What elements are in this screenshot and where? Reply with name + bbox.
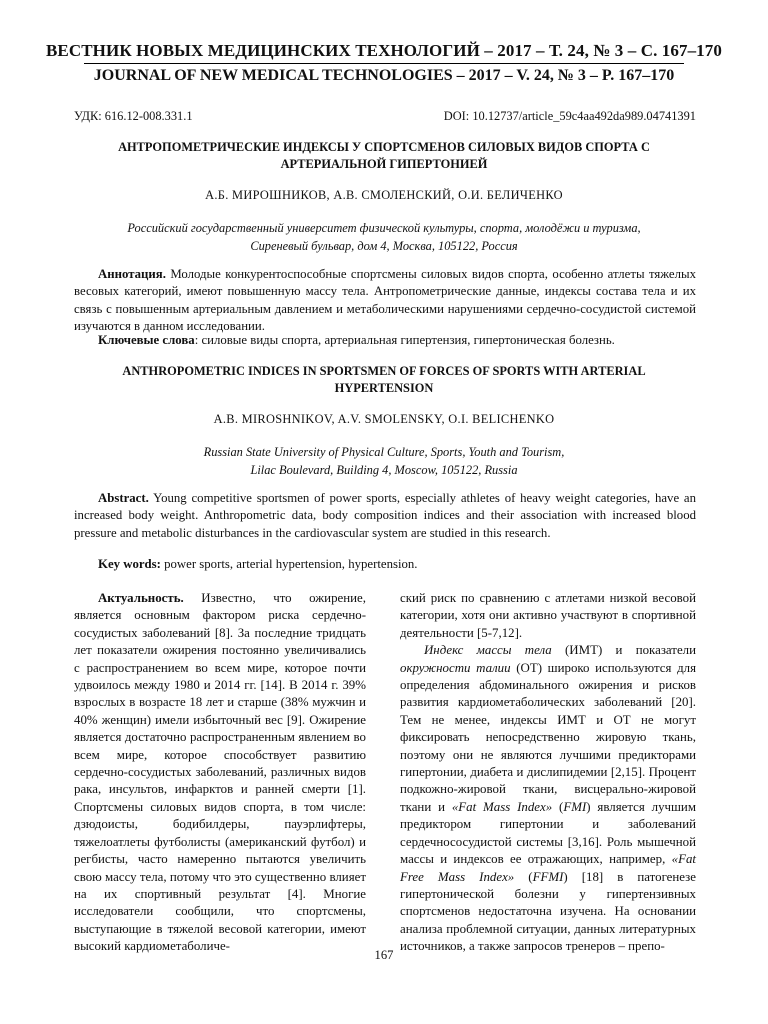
keywords-ru — [98, 333, 615, 348]
keywords-en — [98, 557, 418, 572]
header-divider — [84, 63, 684, 64]
journal-header-en: JOURNAL OF NEW MEDICAL TECHNOLOGIES – 2017 – V. 24, № 3 – P. 167–170 — [93, 67, 675, 84]
title-ru-line-1: АНТРОПОМЕТРИЧЕСКИЕ ИНДЕКСЫ У СПОРТСМЕНОВ СИЛОВЫХ ВИДОВ СПОРТА С — [118, 140, 650, 154]
authors-en: A.B. MIROSHNIKOV, A.V. SMOLENSKY, O.I. BELICHENKO — [213, 412, 555, 426]
title-en — [74, 363, 694, 397]
indices-text-c: ( — [552, 799, 564, 814]
term-fat-free-mass-index: «Fat Free Mass Index» — [400, 852, 696, 884]
abstract-ru-label: Аннотация. — [98, 267, 166, 281]
affiliation-ru — [74, 219, 694, 255]
title-ru — [74, 139, 694, 173]
title-en-line-2: HYPERTENSION — [334, 381, 434, 395]
abstract-en — [74, 490, 696, 542]
abstract-ru — [74, 266, 696, 336]
affiliation-en-line-2: Lilac Boulevard, Building 4, Moscow, 105122, Russia — [250, 463, 518, 477]
indices-text-d: ) является лучшим предиктором гипертонии и заболеваний сердечнососудистой системы [3,16]. Роль мышечной массы и индексов ее отражающих, например, — [400, 799, 696, 867]
paragraph-continuation: ский риск по сравнению с атлетами низкой весовой категории, хотя они активно участвуют в спортивной деятельности [5-7,12]. — [400, 591, 696, 640]
term-fat-mass-index: «Fat Mass Index» — [451, 799, 553, 814]
affiliation-ru-line-2: Сиреневый бульвар, дом 4, Москва, 105122, Россия — [250, 239, 518, 253]
authors-ru: А.Б. МИРОШНИКОВ, А.В. СМОЛЕНСКИЙ, О.И. БЕЛИЧЕНКО — [205, 188, 563, 202]
abstract-ru-text: Молодые конкурентоспособные спортсмены силовых видов спорта, особенно атлеты тяжелых весовых категорий, имеют повышенную массу тела. Антропометрические данные, индексы состава тела и их связь с повышенным артериальным давлением и метаболическими нарушениями сердечно-сосудистой системой изучаются в данном исследовании. — [74, 267, 696, 334]
udk-code: УДК: 616.12-008.331.1 — [74, 109, 193, 123]
body-column-left — [74, 590, 366, 956]
relevance-label: Актуальность. — [98, 591, 184, 605]
abstract-en-label: Abstract. — [98, 491, 149, 505]
term-waist: окружности талии — [400, 660, 511, 675]
abstract-en-text: Young competitive sportsmen of power sports, especially athletes of heavy weight categories, have an increased body weight. Anthropometric data, body composition indices and their association with increased blood pressure and metabolic disturbances in the cardiovascular system are studied in this research. — [74, 491, 696, 540]
term-bmi: Индекс массы тела — [424, 643, 552, 658]
relevance-text: Известно, что ожирение, является основным фактором риска сердечно-сосудистых заболеваний [8]. За последние тридцать лет показатели ожирения постоянно увеличивались с распространением во всем мире, которое почти удвоилось между 1980 и 2014 гг. [14]. В 2014 г. 39% взрослых в возрасте 18 лет и старше (38% мужчин и 40% женщин) имели избыточный вес [9]. Ожирение является достаточно распространенным явлением во всем мире, которое способствует развитию сердечно-сосудистых заболеваний, различных видов рака, инсультов, инфарктов и ранней смерти [1]. Спортсмены силовых видов спорта, в том числе: дзюдоисты, бодибилдеры, пауэрлифтеры, тяжелоатлеты футболисты (американский футбол) и регбисты, часто намеренно пытаются увеличить свою массу тела, потому что это существенно влияет на их спортивный результат [4]. Многие исследователи сообщили, что спортсмены, выступающие в тяжелой весовой категории, имеют высокий кардиометаболиче- — [74, 591, 366, 954]
paragraph-indices — [400, 642, 696, 955]
keywords-en-label: Key words: — [98, 557, 161, 571]
indices-text-e: ( — [514, 869, 533, 884]
body-column-right — [400, 590, 696, 956]
title-en-line-1: ANTHROPOMETRIC INDICES IN SPORTSMEN OF FORCES OF SPORTS WITH ARTERIAL — [122, 364, 646, 378]
affiliation-ru-line-1: Российский государственный университет физической культуры, спорта, молодёжи и туризма, — [127, 221, 641, 235]
indices-text-a: (ИМТ) и показатели — [551, 643, 696, 658]
title-ru-line-2: АРТЕРИАЛЬНОЙ ГИПЕРТОНИЕЙ — [280, 157, 488, 171]
term-ffmi: FFMI — [532, 869, 564, 884]
page-number: 167 — [374, 948, 394, 962]
keywords-en-text: power sports, arterial hypertension, hypertension. — [160, 557, 418, 571]
keywords-ru-label: Ключевые слова — [98, 333, 195, 347]
indices-text-f: ) [18] в патогенезе гипертонической болезни у гипертензивных спортсменов недостаточна изучена. На основании анализа проблемной ситуации, данных литературных источников, а также запросов тренеров – препо- — [400, 869, 696, 954]
term-fmi: FMI — [563, 799, 587, 814]
keywords-ru-text: : силовые виды спорта, артериальная гипертензия, гипертоническая болезнь. — [194, 333, 615, 347]
affiliation-en — [74, 443, 694, 479]
affiliation-en-line-1: Russian State University of Physical Culture, Sports, Youth and Tourism, — [203, 445, 565, 459]
paragraph-relevance — [74, 590, 366, 956]
journal-header-ru: ВЕСТНИК НОВЫХ МЕДИЦИНСКИХ ТЕХНОЛОГИЙ – 2017 – Т. 24, № 3 – С. 167–170 — [45, 41, 722, 60]
indices-text-b: (ОТ) широко используются для определения абдоминального ожирения и рисков развития кардиометаболических заболеваний [20]. Тем не менее, индексы ИМТ и ОТ не могут фиксировать непосредственно жировую ткань, поэтому они не являются лучшими предикторами гипертонии, диабета и дислипидемии [2,15]. Процент подкожно-жировой ткани, висцерально-жировой ткани и — [400, 660, 696, 814]
doi-code: DOI: 10.12737/article_59c4aa492da989.04741391 — [443, 109, 696, 123]
